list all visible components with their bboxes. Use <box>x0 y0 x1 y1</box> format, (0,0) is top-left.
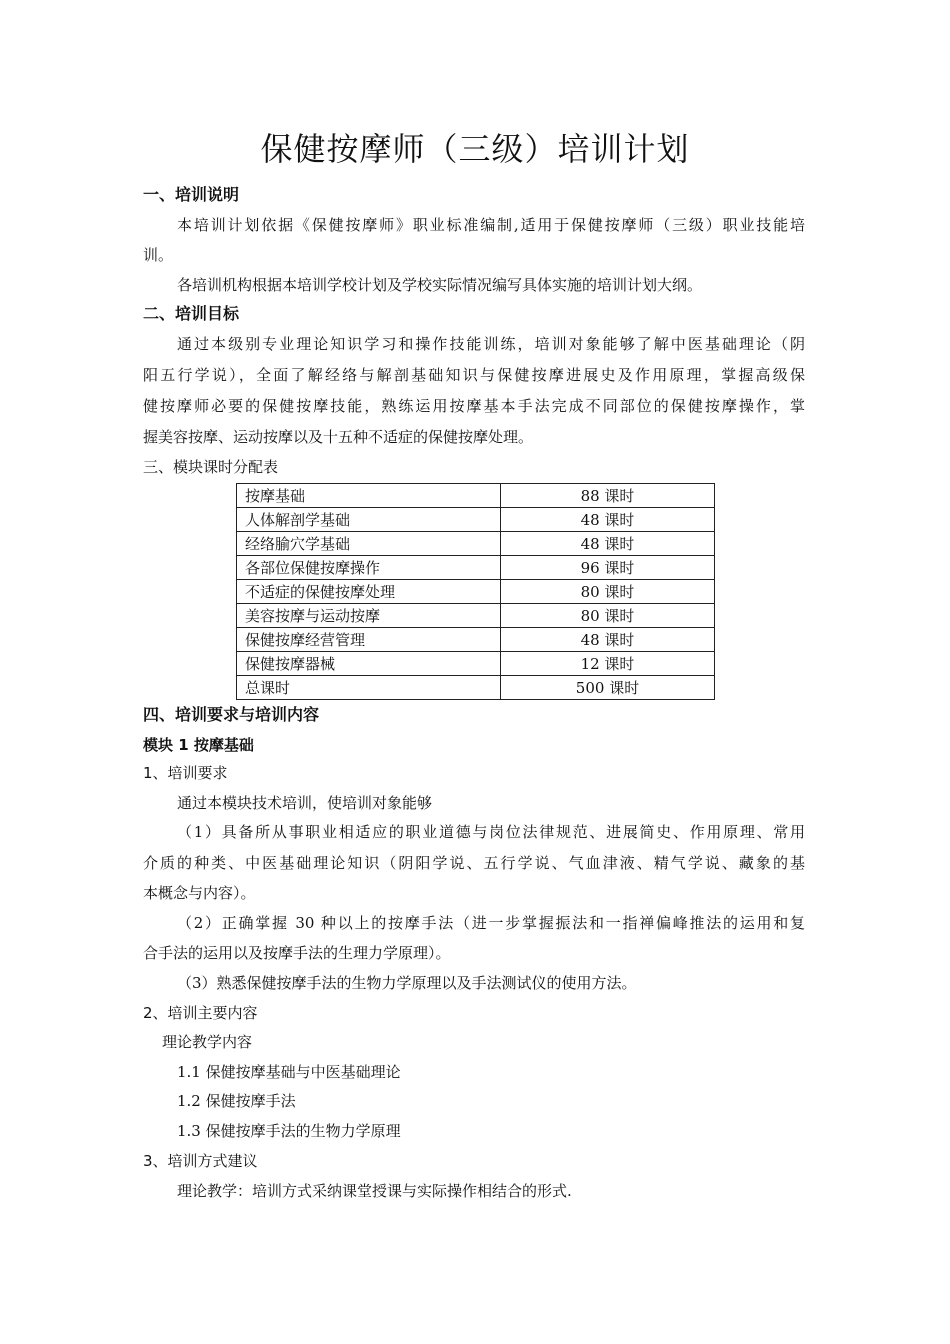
paragraph-line: （3）熟悉保健按摩手法的生物力学原理以及手法测试仪的使用方法。 <box>177 974 637 992</box>
table-row <box>237 676 715 700</box>
module-name-cell: 保健按摩器械 <box>237 652 501 676</box>
paragraph-line: 本培训计划依据《保健按摩师》职业标准编制,适用于保健按摩师（三级）职业技能培 <box>177 216 805 234</box>
paragraph-line: 本概念与内容）。 <box>143 884 256 902</box>
list-item: 1.1 保健按摩基础与中医基础理论 <box>177 1063 401 1081</box>
module-hours-cell: 96 课时 <box>501 556 715 580</box>
section-heading-3: 三、模块课时分配表 <box>143 458 279 476</box>
table-row <box>237 580 715 604</box>
module-name-cell: 各部位保健按摩操作 <box>237 556 501 580</box>
table-row <box>237 508 715 532</box>
table-row <box>237 532 715 556</box>
paragraph-line: （1）具备所从事职业相适应的职业道德与岗位法律规范、进展简史、作用原理、常用 <box>177 823 805 841</box>
module-name-cell: 不适症的保健按摩处理 <box>237 580 501 604</box>
paragraph-line: 握美容按摩、运动按摩以及十五种不适症的保健按摩处理。 <box>143 428 534 446</box>
paragraph-line: 各培训机构根据本培训学校计划及学校实际情况编写具体实施的培训计划大纲。 <box>177 276 703 294</box>
subsection-heading: 1、培训要求 <box>143 764 228 782</box>
section-heading-1: 一、培训说明 <box>143 185 240 204</box>
paragraph-line: （2）正确掌握 30 种以上的按摩手法（进一步掌握振法和一指禅偏峰推法的运用和复 <box>177 914 805 932</box>
module-hours-cell: 48 课时 <box>501 628 715 652</box>
module-hours-cell: 48 课时 <box>501 508 715 532</box>
module-hours-cell: 12 课时 <box>501 652 715 676</box>
module-name-cell: 按摩基础 <box>237 484 501 508</box>
table-row <box>237 484 715 508</box>
module-name-cell: 人体解剖学基础 <box>237 508 501 532</box>
paragraph-line: 理论教学内容 <box>162 1033 253 1051</box>
paragraph-line: 介质的种类、中医基础理论知识（阴阳学说、五行学说、气血津液、精气学说、藏象的基 <box>143 854 805 872</box>
module-hours-cell: 88 课时 <box>501 484 715 508</box>
document-title: 保健按摩师（三级）培训计划 <box>260 130 690 168</box>
section-heading-2: 二、培训目标 <box>143 304 240 323</box>
paragraph-line: 训。 <box>143 246 174 264</box>
module-hours-cell: 80 课时 <box>501 604 715 628</box>
total-name-cell: 总课时 <box>237 676 501 700</box>
module-heading: 模块 1 按摩基础 <box>143 736 254 754</box>
module-name-cell: 美容按摩与运动按摩 <box>237 604 501 628</box>
paragraph-line: 通过本模块技术培训，使培训对象能够 <box>177 794 433 812</box>
table-row <box>237 556 715 580</box>
subsection-heading: 3、培训方式建议 <box>143 1152 258 1170</box>
paragraph-line: 理论教学：培训方式采纳课堂授课与实际操作相结合的形式. <box>177 1182 572 1200</box>
paragraph-line: 健按摩师必要的保健按摩技能，熟练运用按摩基本手法完成不同部位的保健按摩操作，掌 <box>143 397 805 415</box>
module-name-cell: 保健按摩经营管理 <box>237 628 501 652</box>
list-item: 1.2 保健按摩手法 <box>177 1092 296 1110</box>
list-item: 1.3 保健按摩手法的生物力学原理 <box>177 1122 401 1140</box>
paragraph-line: 通过本级别专业理论知识学习和操作技能训练，培训对象能够了解中医基础理论（阴 <box>177 335 805 353</box>
module-hours-cell: 48 课时 <box>501 532 715 556</box>
total-hours-cell: 500 课时 <box>501 676 715 700</box>
table-row <box>237 652 715 676</box>
subsection-heading: 2、培训主要内容 <box>143 1004 258 1022</box>
paragraph-line: 合手法的运用以及按摩手法的生理力学原理）。 <box>143 944 451 962</box>
section-heading-4: 四、培训要求与培训内容 <box>143 705 320 724</box>
module-hours-cell: 80 课时 <box>501 580 715 604</box>
paragraph-line: 阳五行学说），全面了解经络与解剖基础知识与保健按摩进展史及作用原理，掌握高级保 <box>143 366 805 384</box>
table-row <box>237 628 715 652</box>
module-name-cell: 经络腧穴学基础 <box>237 532 501 556</box>
module-hours-table <box>236 483 715 700</box>
table-row <box>237 604 715 628</box>
